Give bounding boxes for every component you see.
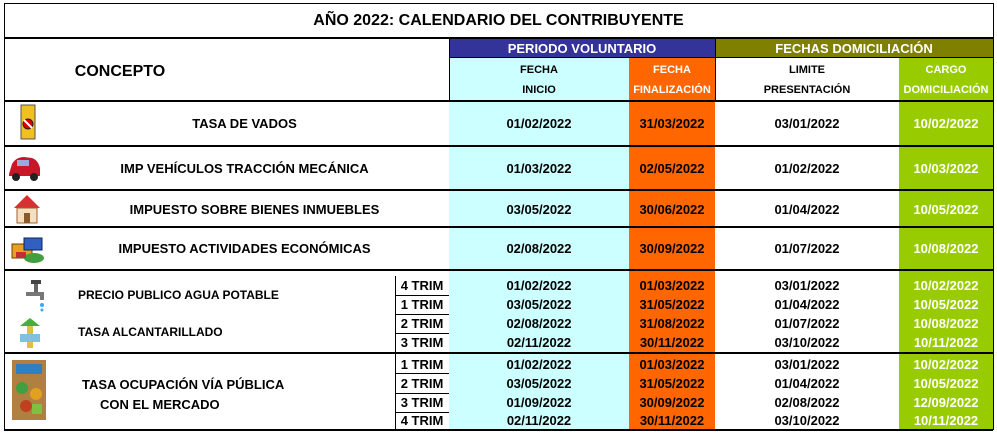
concept-vehiculos: IMP VEHÍCULOS TRACCIÓN MECÁNICA (120, 160, 369, 176)
trim-label: 1 TRIM (400, 356, 444, 372)
sewer-icon (16, 316, 44, 350)
cargo-date: 10/02/2022 (913, 356, 979, 372)
cargo-date: 10/08/2022 (913, 241, 979, 256)
page-title: AÑO 2022: CALENDARIO DEL CONTRIBUYENTE (313, 12, 684, 29)
cargo-date: 10/05/2022 (913, 201, 979, 217)
house-icon (12, 192, 42, 225)
fin-date: 31/05/2022 (639, 376, 705, 391)
fecha-inicio-line1: FECHA (520, 64, 558, 76)
limite-date: 03/10/2022 (774, 413, 840, 428)
fin-date: 30/11/2022 (639, 413, 705, 428)
limite-date: 01/07/2022 (774, 316, 840, 331)
limite-date: 03/10/2022 (774, 335, 840, 350)
inicio-date: 02/11/2022 (506, 413, 572, 428)
concept-tasa-vados: TASA DE VADOS (192, 115, 297, 131)
periodo-voluntario-header: PERIODO VOLUNTARIO (507, 41, 657, 56)
limite-date: 01/02/2022 (774, 160, 840, 176)
cargo-date: 10/02/2022 (913, 278, 979, 293)
market-icon (12, 360, 46, 420)
limite-presentacion-line1: LIMITE (788, 64, 826, 76)
cargo-date: 10/03/2022 (913, 160, 979, 176)
fecha-inicio-header (449, 60, 629, 100)
cargo-domiciliacion-header (899, 60, 993, 100)
inicio-date: 02/08/2022 (506, 316, 572, 331)
inicio-date: 02/11/2022 (506, 335, 572, 350)
cargo-date: 10/11/2022 (913, 335, 979, 350)
limite-date: 03/01/2022 (774, 356, 840, 372)
fin-date: 30/09/2022 (639, 395, 705, 410)
limite-date: 01/04/2022 (774, 201, 840, 217)
cargo-date: 12/09/2022 (913, 395, 979, 410)
limite-date: 02/08/2022 (774, 395, 840, 410)
concept-ocupacion-via-publica: TASA OCUPACIÓN VÍA PÚBLICA (82, 376, 285, 392)
parking-sign-icon (20, 104, 36, 142)
fin-date: 02/05/2022 (639, 160, 705, 176)
concept-con-el-mercado: CON EL MERCADO (100, 396, 220, 412)
inicio-date: 01/02/2022 (506, 115, 572, 131)
fin-date: 30/11/2022 (639, 335, 705, 350)
limite-date: 03/01/2022 (774, 115, 840, 131)
cargo-domiciliacion-line2: DOMICILIACIÓN (903, 84, 989, 96)
cargo-date: 10/05/2022 (913, 297, 979, 312)
limite-presentacion-header (715, 60, 899, 100)
concept-agua-potable: PRECIO PUBLICO AGUA POTABLE (78, 288, 279, 302)
trim-label: 2 TRIM (400, 376, 444, 391)
fin-date: 31/05/2022 (639, 297, 705, 312)
inicio-date: 03/05/2022 (506, 297, 572, 312)
trim-label: 1 TRIM (400, 297, 444, 312)
concept-actividades-economicas: IMPUESTO ACTIVIDADES ECONÓMICAS (118, 241, 371, 256)
cargo-date: 10/05/2022 (913, 376, 979, 391)
fecha-inicio-line2: INICIO (522, 84, 556, 96)
cargo-date: 10/11/2022 (913, 413, 979, 428)
trim-label: 3 TRIM (400, 395, 444, 410)
fin-date: 31/08/2022 (639, 316, 705, 331)
concepto-header: CONCEPTO (74, 63, 166, 80)
inicio-date: 01/02/2022 (506, 356, 572, 372)
inicio-date: 03/05/2022 (506, 201, 572, 217)
water-tap-icon (22, 278, 50, 312)
trim-label: 4 TRIM (400, 413, 444, 428)
limite-date: 01/04/2022 (774, 376, 840, 391)
limite-date: 01/07/2022 (774, 241, 840, 256)
concept-bienes-inmuebles: IMPUESTO SOBRE BIENES INMUEBLES (129, 201, 380, 217)
limite-date: 03/01/2022 (774, 278, 840, 293)
car-icon (6, 148, 42, 186)
trim-label: 3 TRIM (400, 335, 444, 350)
limite-presentacion-line2: PRESENTACIÓN (763, 84, 851, 96)
fin-date: 30/09/2022 (639, 241, 705, 256)
trim-label: 2 TRIM (400, 316, 444, 331)
fecha-finalizacion-line2: FINALIZACIÓN (633, 84, 711, 96)
fin-date: 01/03/2022 (639, 356, 705, 372)
cargo-date: 10/02/2022 (913, 115, 979, 131)
limite-date: 01/04/2022 (774, 297, 840, 312)
inicio-date: 01/09/2022 (506, 395, 572, 410)
inicio-date: 01/02/2022 (506, 278, 572, 293)
fin-date: 01/03/2022 (639, 278, 705, 293)
cargo-domiciliacion-line1: CARGO (925, 64, 967, 76)
inicio-date: 02/08/2022 (506, 241, 572, 256)
fin-date: 31/03/2022 (639, 115, 705, 131)
fecha-finalizacion-header (629, 60, 715, 100)
fin-date: 30/06/2022 (639, 201, 705, 217)
inicio-date: 03/05/2022 (506, 376, 572, 391)
fecha-finalizacion-line1: FECHA (653, 64, 691, 76)
fechas-domiciliacion-header: FECHAS DOMICILIACIÓN (775, 41, 933, 56)
trim-label: 4 TRIM (400, 278, 444, 293)
inicio-date: 01/03/2022 (506, 160, 572, 176)
cargo-date: 10/08/2022 (913, 316, 979, 331)
concept-alcantarillado: TASA ALCANTARILLADO (78, 325, 223, 339)
